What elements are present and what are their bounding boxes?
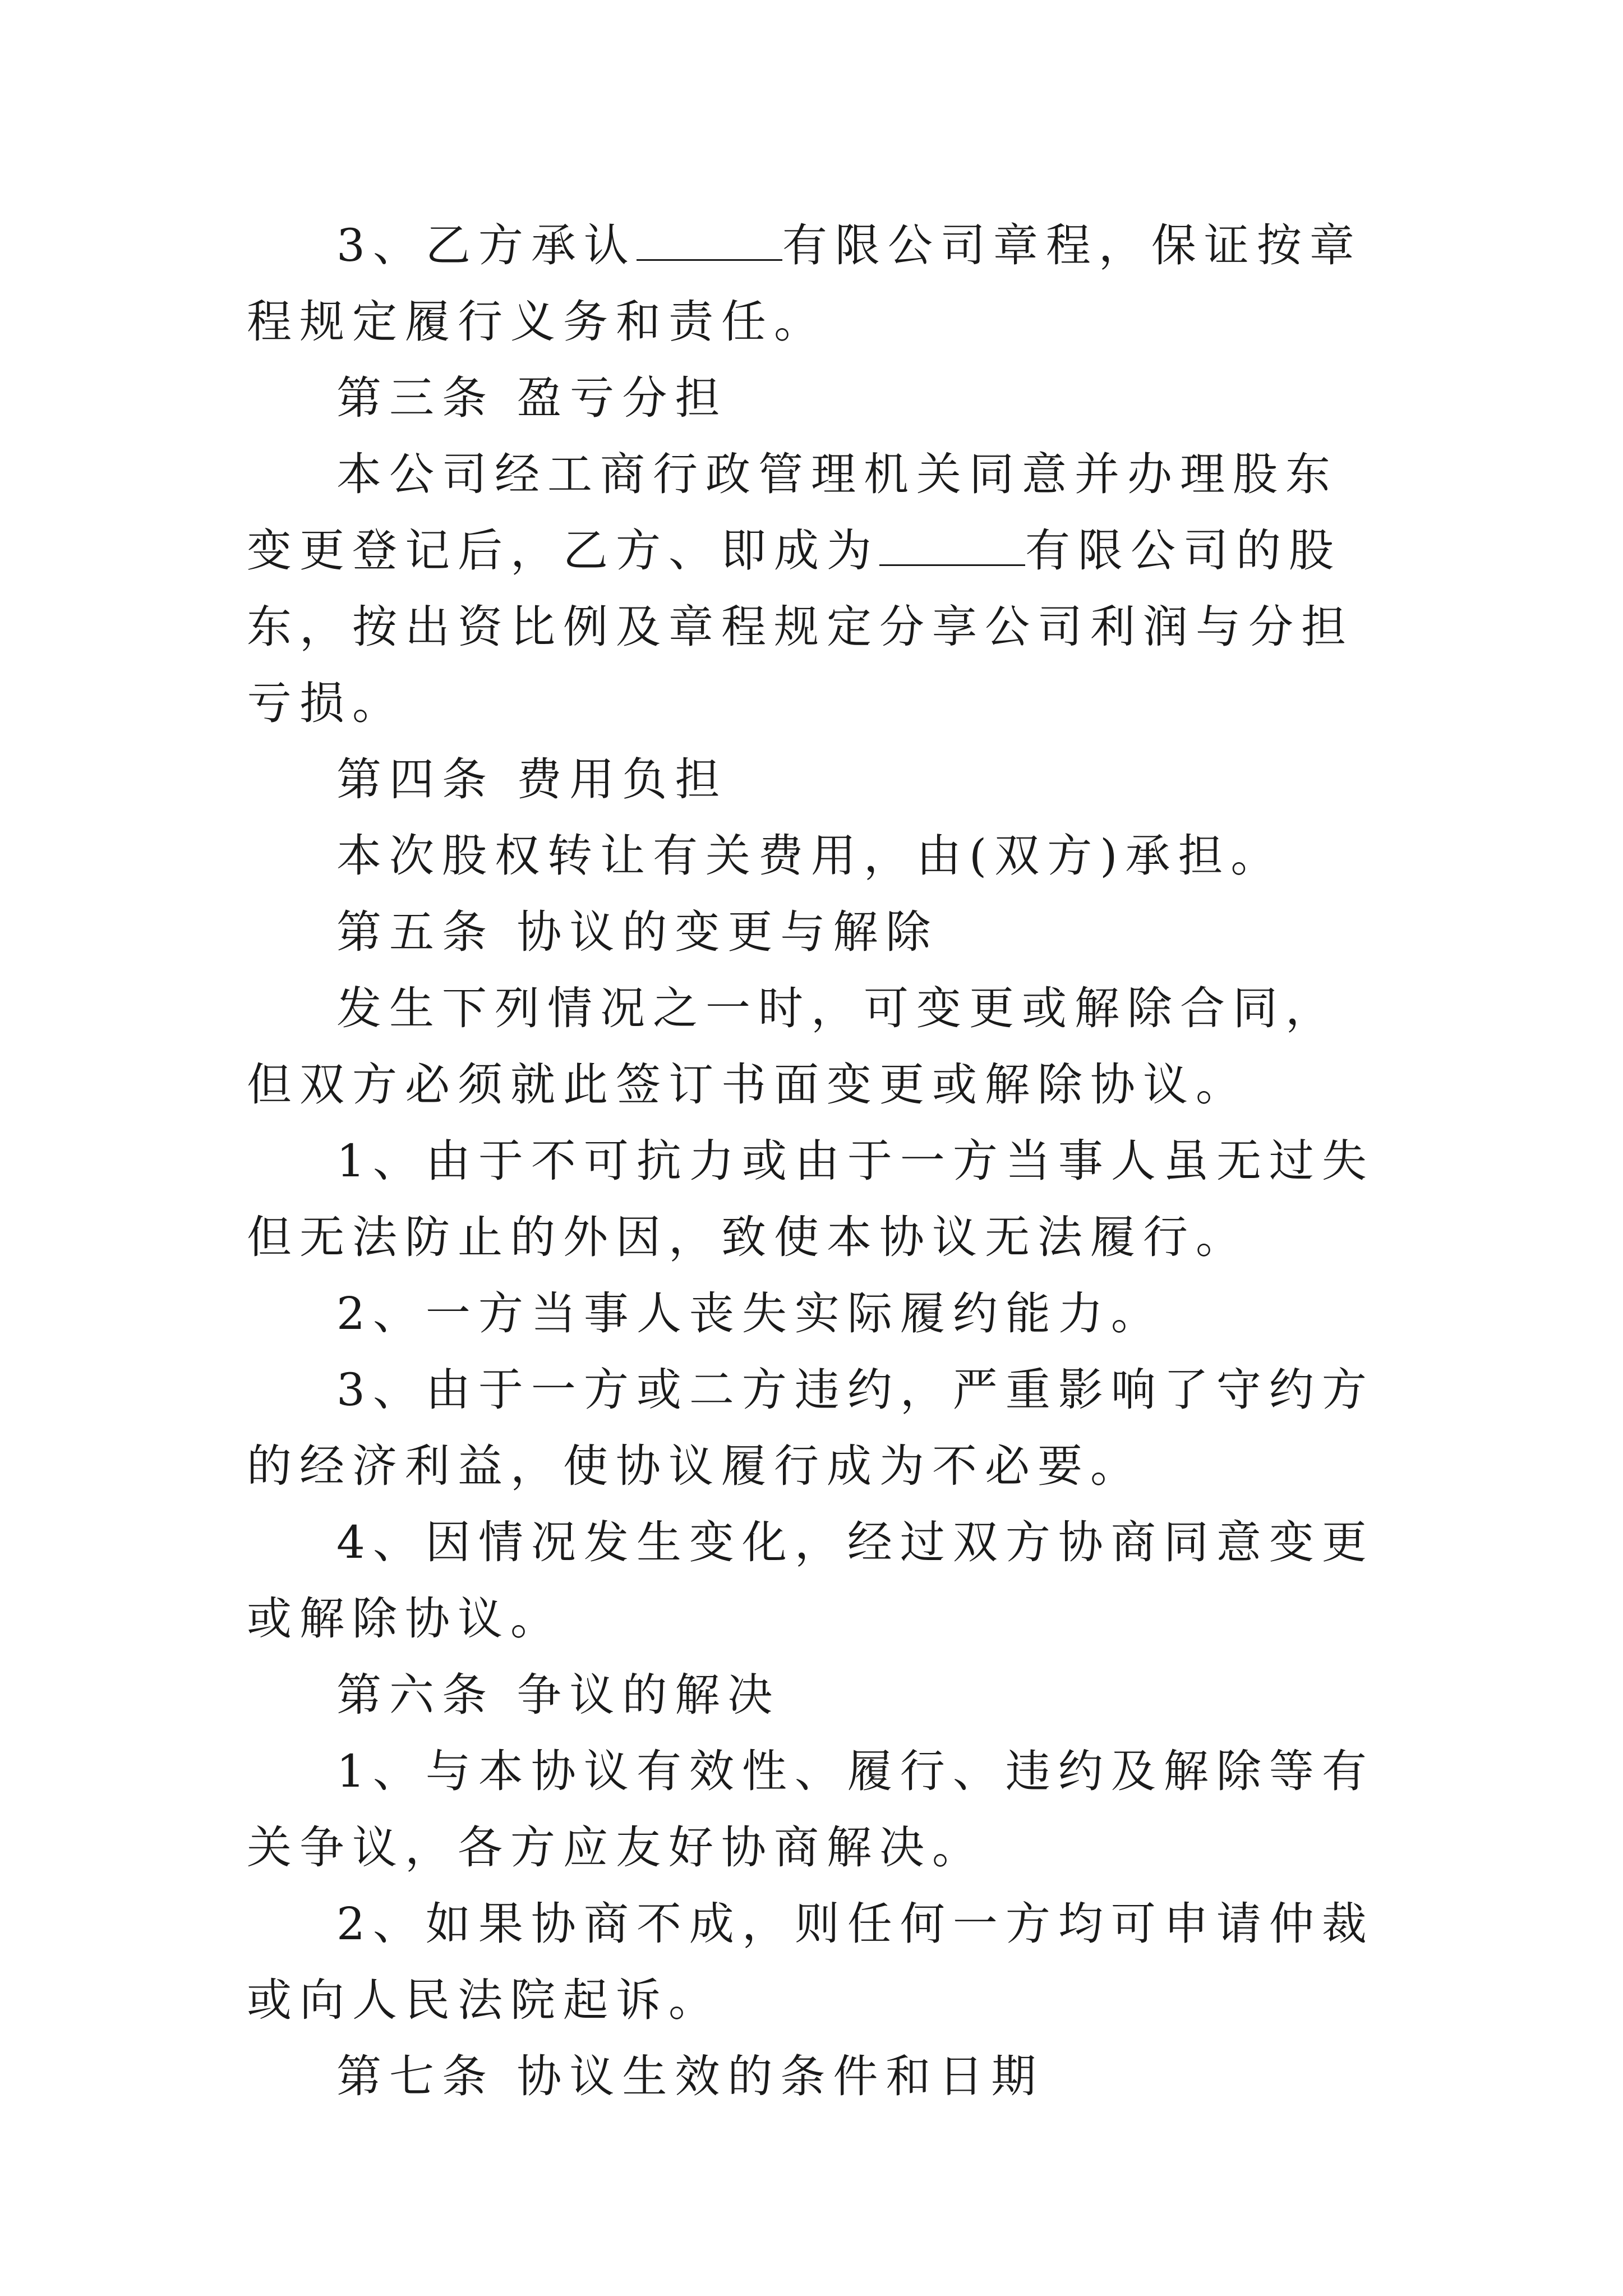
list-item-arbitration: 2、如果协商不成，则任何一方均可申请仲裁或向人民法院起诉。 <box>247 1898 1375 2026</box>
document-page <box>247 208 1388 2115</box>
list-item-capacity-loss: 2、一方当事人丧失实际履约能力。 <box>336 1287 1164 1340</box>
fill-in-blank <box>637 226 782 261</box>
text-segment: 有限公司章程，保证按章程规定履行义务和责任。 <box>247 219 1362 348</box>
paragraph-shareholder-acknowledgement <box>247 208 1388 360</box>
heading-article-5: 第五条 协议的变更与解除 <box>336 906 939 958</box>
list-item-friendly-negotiation: 1、与本协议有效性、履行、违约及解除等有关争议，各方应友好协商解决。 <box>247 1745 1375 1874</box>
heading-article-3: 第三条 盈亏分担 <box>336 372 728 424</box>
text-segment: 本公司经工商行政管理机关同意并办理股东变更登记后，乙方、即成为 <box>247 448 1338 577</box>
paragraph-fees: 本次股权转让有关费用，由(双方)承担。 <box>336 830 1284 882</box>
list-item-mutual-agreement: 4、因情况发生变化，经过双方协商同意变更或解除协议。 <box>247 1516 1375 1645</box>
text-segment: 有限公司的股东，按出资比例及章程规定分享公司利润与分担亏损。 <box>247 524 1354 729</box>
text-segment: 3、乙方承认 <box>336 219 637 272</box>
paragraph-change-termination: 发生下列情况之一时，可变更或解除合同，但双方必须就此签订书面变更或解除协议。 <box>247 982 1338 1111</box>
heading-article-4: 第四条 费用负担 <box>336 753 728 806</box>
list-item-breach: 3、由于一方或二方违约，严重影响了守约方的经济利益，使协议履行成为不必要。 <box>247 1364 1375 1492</box>
heading-article-6: 第六条 争议的解决 <box>336 1669 781 1721</box>
paragraph-profit-loss <box>247 436 1388 742</box>
heading-article-7: 第七条 协议生效的条件和日期 <box>336 2050 1044 2102</box>
list-item-force-majeure: 1、由于不可抗力或由于一方当事人虽无过失但无法防止的外因，致使本协议无法履行。 <box>247 1135 1375 1263</box>
fill-in-blank <box>879 531 1025 566</box>
